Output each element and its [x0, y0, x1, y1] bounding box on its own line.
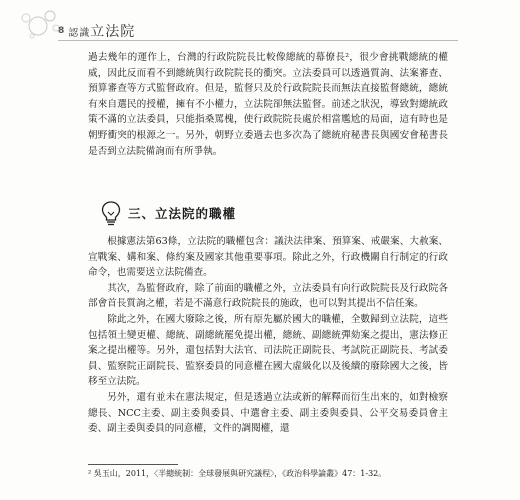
decorative-bubbles-icon — [14, 6, 64, 40]
running-header — [58, 22, 135, 40]
body-paragraph: 除此之外，在國大廢除之後，所有原先屬於國大的職權，全數歸到立法院，這些包括領土變更權、總統、副總統罷免提出權，總統、副總統彈劾案之提出，憲法修正案之提出權等。另外，還包括對大法官、司法院正副院長、考試院正副院長、考試委員、監察院正副院長、監察委員的同意權在國大虛級化以及後續的廢除國大之後，皆移至立法院。 — [88, 313, 448, 388]
header-rule — [58, 40, 458, 41]
section-body — [88, 234, 448, 437]
page-number: 8 — [58, 26, 65, 36]
section-heading — [100, 200, 236, 226]
section-title: 三、立法院的職權 — [128, 206, 237, 221]
book-title — [68, 21, 135, 41]
lightbulb-icon — [100, 200, 122, 226]
body-paragraph: 另外，還有並未在憲法規定，但是透過立法或新的解釋而衍生出來的，如對檢察總長、NCC主委、副主委與委員、中選會主委、副主委與委員、公平交易委員會主委、副主委與委員的同意權，文件的調閱權，還 — [88, 391, 448, 435]
book-title-big: 立法院 — [90, 24, 136, 40]
body-paragraph: 其次，為監督政府，除了前面的職權之外，立法委員有向行政院院長及行政院各部會首長質詢之權，若是不滿意行政院院長的施政，也可以對其提出不信任案。 — [88, 282, 448, 310]
footnote: ² 吳玉山，2011，〈半總統制：全球發展與研究議程〉，《政治科學論叢》47：1-32。 — [88, 469, 387, 478]
body-paragraph: 根據憲法第63條，立法院的職權包含：議決法律案、預算案、戒嚴案、大赦案、宣戰案、媾和案、條約案及國家其他重要事項。除此之外，行政機關自行制定的行政命令，也需要送立法院備查。 — [88, 236, 448, 279]
body-paragraph-1: 過去幾年的運作上，台灣的行政院院長比較像總統的幕僚長²，很少會挑戰總統的權威，因此反而看不到總統與行政院院長的衝突。立法委員可以透過質詢、法案審查、預算審查等方式監督政府。但是，監督只及於行政院院長而無法直接監督總統，總統有來自選民的授權，擁有不小權力，立法院卻無法監督。前述之狀況，導致對總統政策不滿的立法委員，只能指桑罵槐，使行政院院長處於相當尷尬的局面，這有時也是朝野衝突的根源之一。另外，朝野立委過去也多次為了總統府秘書長與國安會秘書長是否到立法院備詢而有所爭執。 — [88, 52, 448, 157]
footnote-rule — [88, 464, 178, 465]
book-title-small: 認識 — [68, 28, 91, 39]
